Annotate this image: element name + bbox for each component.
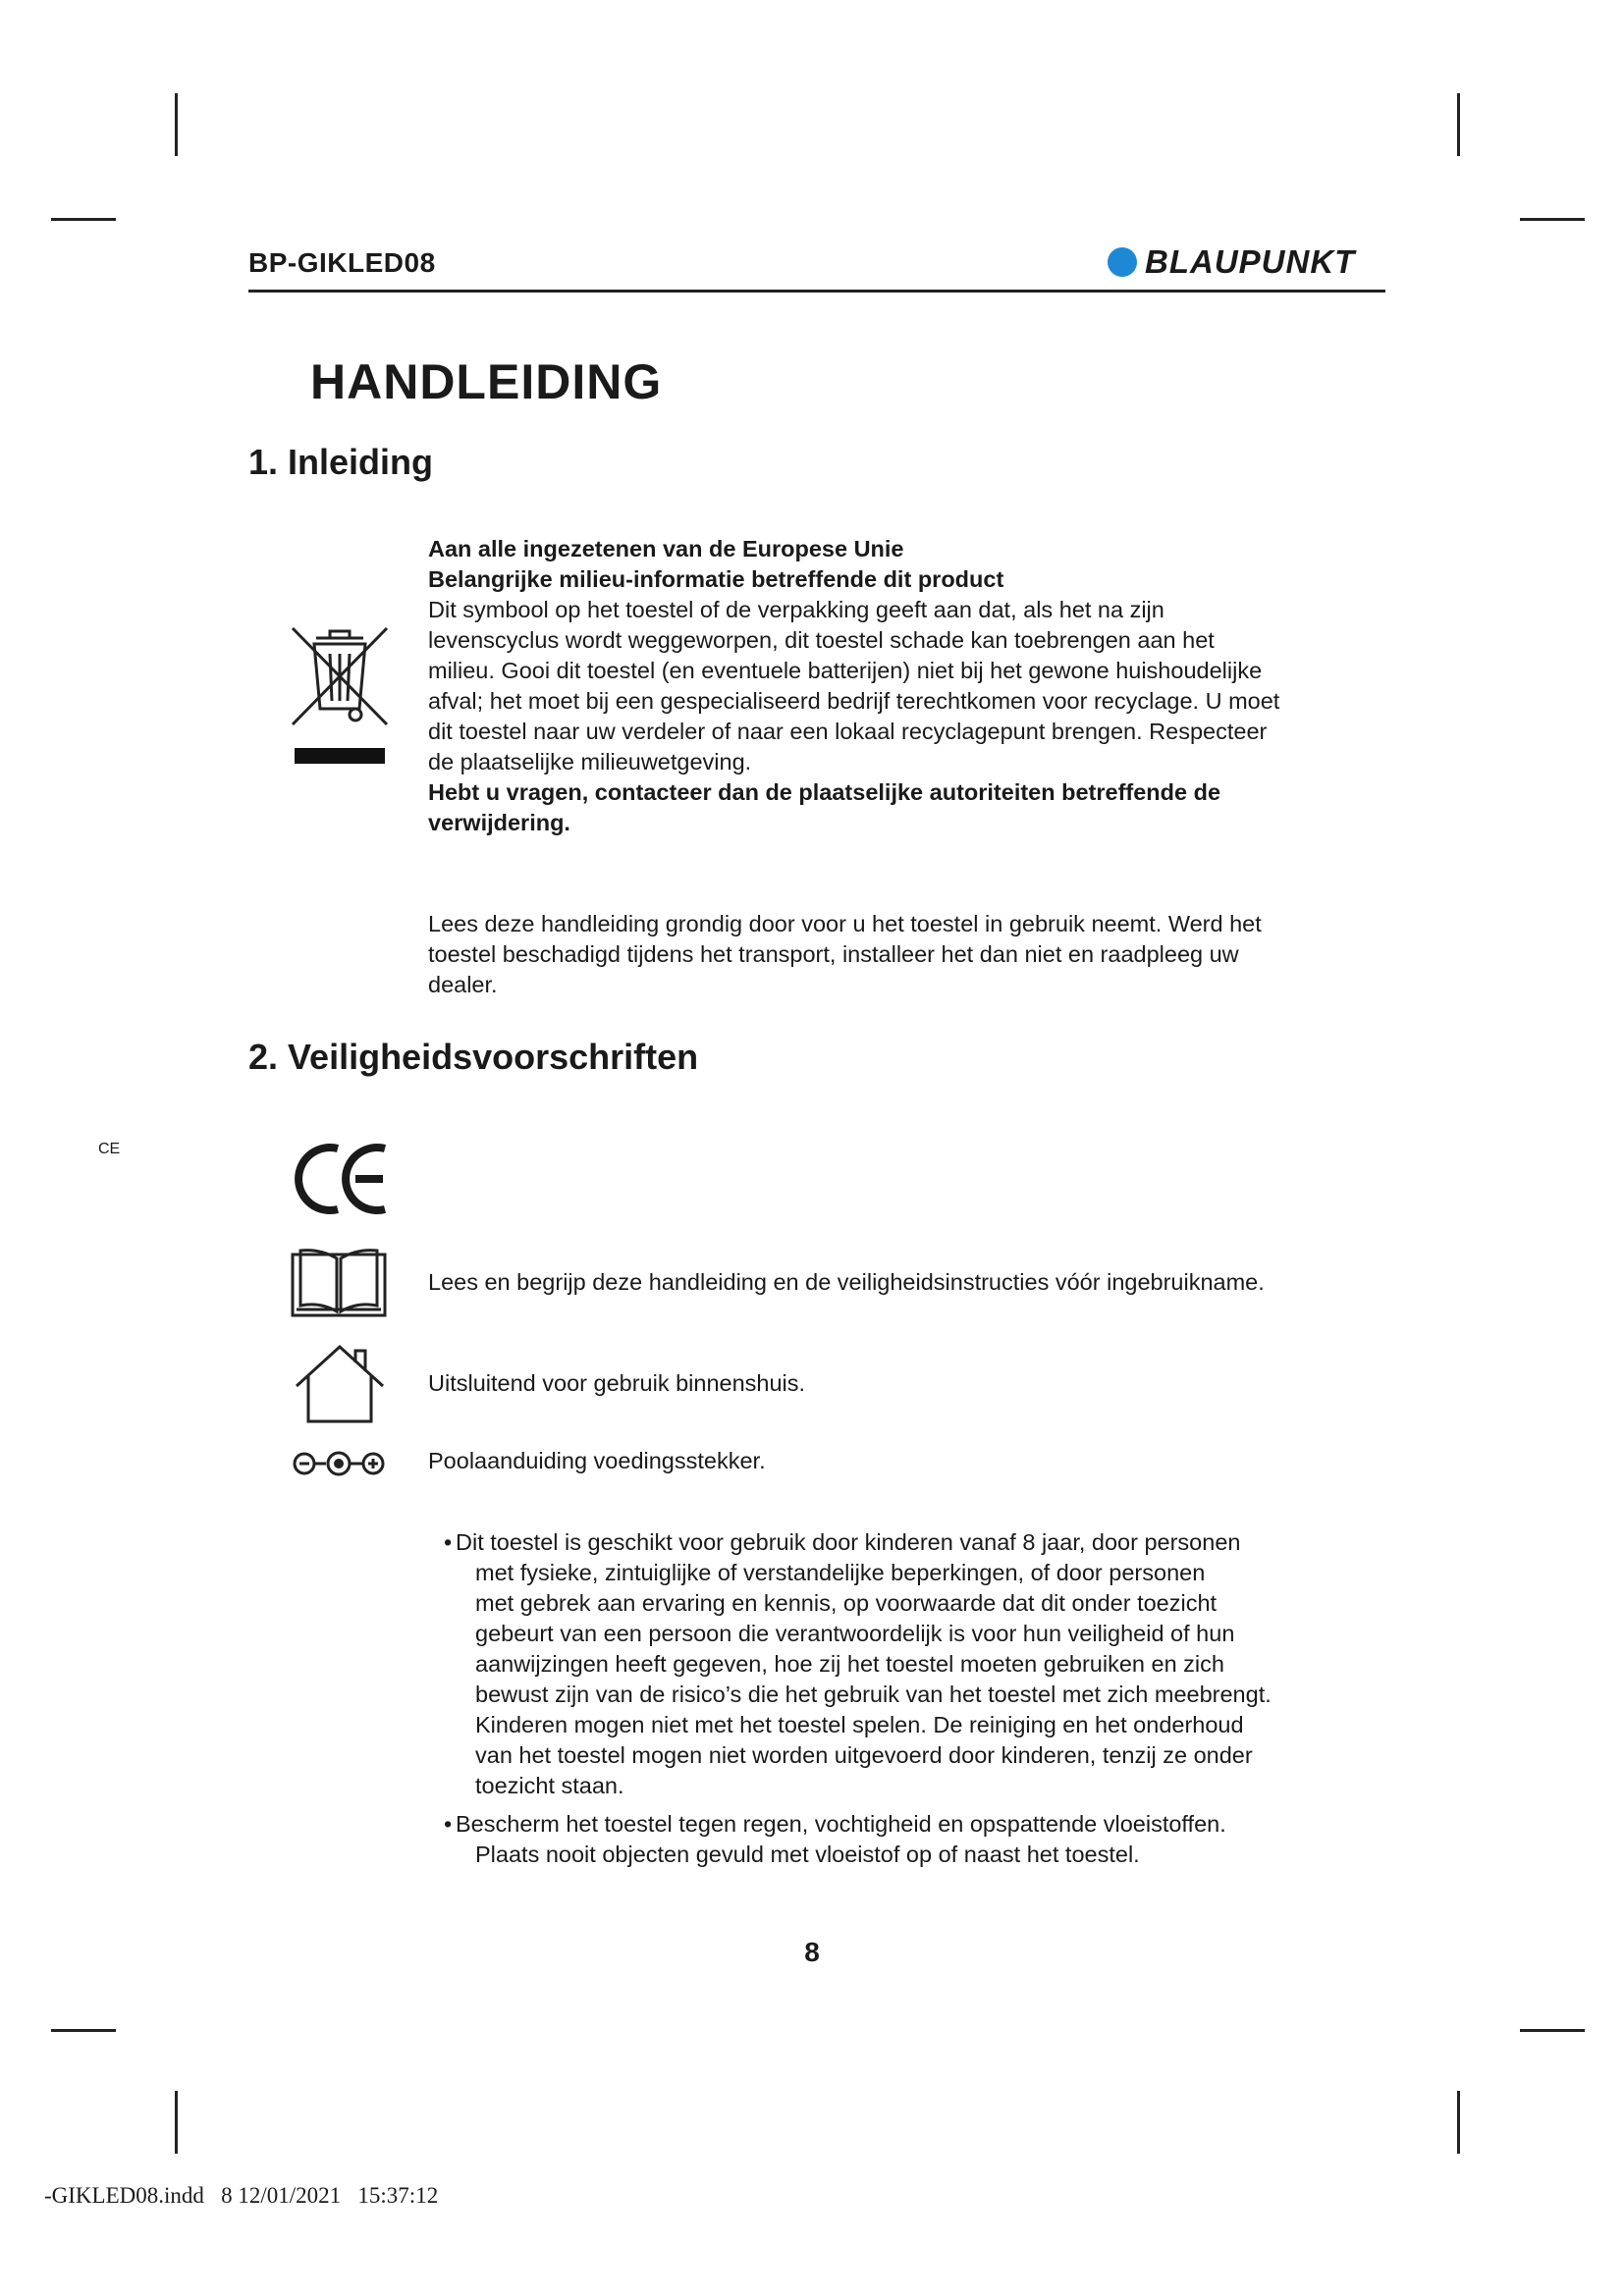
weee-line: Dit symbool op het toestel of de verpakking geeft aan dat, als het na zijn [428,597,1164,622]
safety-bullet-list [440,1527,1343,1878]
document-title: HANDLEIDING [310,354,663,409]
header-rule [248,290,1385,293]
weee-line: afval; het moet bij een gespecialiseerd bedrijf terechtkomen voor recyclage. U moet [428,688,1280,714]
ce-mark-icon [98,1141,393,1217]
print-slug: -GIKLED08.indd 8 12/01/2021 15:37:12 [44,2183,439,2208]
crop-mark-bottom-left-h [51,2029,116,2032]
bullet-line: aanwijzingen heeft gegeven, hoe zij het toestel moeten gebruiken en zich [475,1651,1224,1677]
bullet-line: toezicht staan. [475,1773,624,1798]
contact-line: verwijdering. [428,810,570,835]
read-line: dealer. [428,972,498,997]
crop-mark-top-right-h [1520,218,1585,221]
bullet-line: met fysieke, zintuiglijke of verstandelijke beperkingen, of door personen [475,1560,1206,1585]
crop-mark-bottom-right-h [1520,2029,1585,2032]
weee-line: dit toestel naar uw verdeler of naar een lokaal recyclagepunt brengen. Respecteer [428,719,1268,744]
weee-line: de plaatselijke milieuwetgeving. [428,749,752,774]
polarity-icon [291,1449,387,1478]
bullet-line: bewust zijn van de risico’s die het gebruik van het toestel met zich meebrengt. [475,1682,1272,1707]
bullet-line: gebeurt van een persoon die verantwoordelijk is voor hun veiligheid of hun [475,1621,1235,1646]
bullet-line: Kinderen mogen niet met het toestel spelen. De reiniging en het onderhoud [475,1712,1244,1737]
manual-symbol-text: Lees en begrijp deze handleiding en de veiligheidsinstructies vóór ingebruikname. [428,1269,1265,1295]
read-manual-paragraph [428,909,1341,1000]
bullet-line: Bescherm het toestel tegen regen, vochtigheid en opspattende vloeistoffen. [456,1811,1226,1837]
read-line: toestel beschadigd tijdens het transport, installeer het dan niet en raadpleeg uw [428,941,1239,967]
ce-mark-label: CE [98,1141,121,1157]
section-heading-inleiding: 1. Inleiding [248,442,434,482]
weee-line: levenscyclus wordt weggeworpen, dit toestel schade kan toebrengen aan het [428,627,1215,653]
bullet-mark: • [444,1811,453,1837]
crop-mark-top-left [175,93,178,156]
open-book-icon [291,1247,387,1319]
weee-line: milieu. Gooi dit toestel (en eventuele batterijen) niet bij het gewone huishoudelijke [428,658,1263,683]
brand-logo [1108,243,1355,281]
crop-mark-bottom-right [1457,2091,1460,2154]
section-heading-veiligheid: 2. Veiligheidsvoorschriften [248,1037,699,1077]
bullet-line: van het toestel mogen niet worden uitgevoerd door kinderen, tenzij ze onder [475,1742,1253,1768]
bullet-mark: • [444,1529,453,1555]
brand-dot-icon [1108,247,1137,277]
list-item [440,1527,1343,1801]
read-line: Lees deze handleiding grondig door voor u het toestel in gebruik neemt. Werd het [428,911,1262,936]
model-number: BP-GIKLED08 [248,247,436,278]
bullet-line: met gebrek aan ervaring en kennis, op voorwaarde dat dit onder toezicht [475,1590,1218,1616]
eu-subheading: Belangrijke milieu-informatie betreffende dit product [428,566,1004,592]
contact-line: Hebt u vragen, contacteer dan de plaatselijke autoriteiten betreffende de [428,779,1221,805]
indoor-symbol-text: Uitsluitend voor gebruik binnenshuis. [428,1370,806,1396]
crossed-bin-icon [287,626,393,772]
weee-notice [428,534,1341,838]
page-number: 8 [804,1937,820,1967]
crop-mark-top-right [1457,93,1460,156]
eu-heading: Aan alle ingezetenen van de Europese Unie [428,536,904,561]
bullet-line: Plaats nooit objecten gevuld met vloeistof op of naast het toestel. [475,1842,1140,1867]
list-item [440,1809,1343,1870]
house-icon [293,1343,387,1425]
polarity-symbol-text: Poolaanduiding voedingsstekker. [428,1448,766,1473]
bullet-line: Dit toestel is geschikt voor gebruik door kinderen vanaf 8 jaar, door personen [456,1529,1241,1555]
crop-mark-top-left-h [51,218,116,221]
brand-name: BLAUPUNKT [1145,243,1356,280]
crop-mark-bottom-left [175,2091,178,2154]
